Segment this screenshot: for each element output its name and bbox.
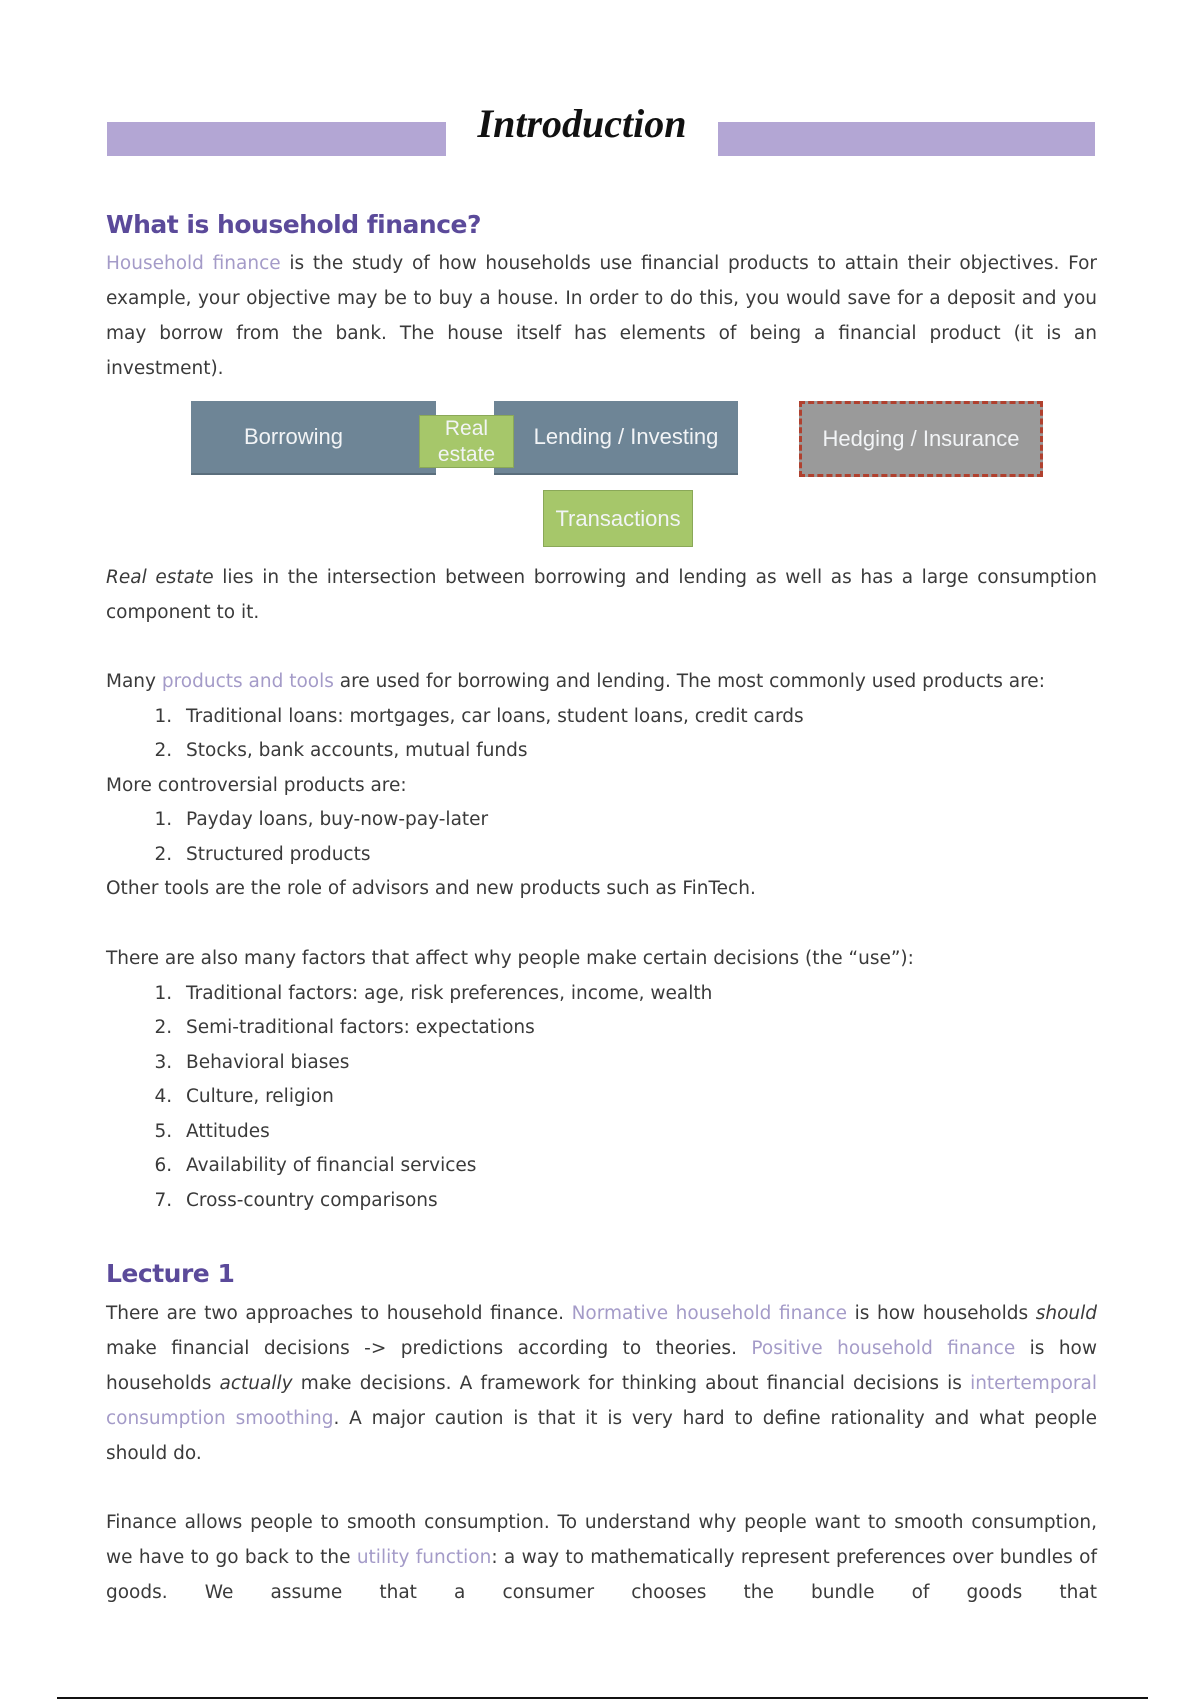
products-lead [106, 665, 1097, 700]
text: should [1035, 1303, 1097, 1324]
link-normative[interactable]: Normative household finance [571, 1303, 847, 1324]
transactions-label: Transactions [555, 505, 681, 531]
link-positive[interactable]: Positive household finance [751, 1338, 1016, 1359]
text: . A major caution is that it is very hard to define rationality and what people should do. [106, 1408, 1097, 1464]
list-item: 3. Behavioral biases [178, 1046, 1097, 1081]
list-item: 1. Traditional factors: age, risk preferences, income, wealth [178, 977, 1097, 1012]
lecture-heading: Lecture 1 [106, 1259, 235, 1288]
diagram-hedging [799, 401, 1043, 477]
text: Many [106, 671, 162, 692]
factors-lead: There are also many factors that affect why people make certain decisions (the “use”): [106, 948, 914, 969]
factors-section [106, 942, 1097, 1218]
link-consumption-smoothing[interactable]: intertemporal consumption smoothing [106, 1373, 1097, 1429]
lecture-paragraph-2 [106, 1505, 1097, 1610]
controversial-products-list [106, 803, 1097, 872]
link-utility-function[interactable]: utility function [356, 1547, 492, 1568]
page-bottom-rule [57, 1697, 1148, 1699]
controversial-label: More controversial products are: [106, 774, 407, 796]
text: is how households [847, 1303, 1036, 1324]
intro-paragraph [106, 246, 1097, 386]
other-tools: Other tools are the role of advisors and new products such as FinTech. [106, 878, 756, 899]
real-estate-text: lies in the intersection between borrowing and lending as well as has a large consumption component to it. [106, 567, 1097, 623]
text: There are two approaches to household finance. [106, 1303, 572, 1324]
list-item: 2. Semi-traditional factors: expectations [178, 1011, 1097, 1046]
common-products-list [106, 700, 1097, 769]
section-heading: What is household finance? [106, 210, 481, 239]
list-item: 2. Stocks, bank accounts, mutual funds [178, 734, 1097, 769]
text: actually [219, 1373, 293, 1394]
text: are used for borrowing and lending. The most commonly used products are: [333, 671, 1045, 692]
intro-text: is the study of how households use financial products to attain their objectives. For example, your objective may be to buy a house. In order to do this, you would save for a deposit and you may borrow from the bank. The house itself has elements of being a financial product (it is an investment). [106, 253, 1097, 379]
link-household-finance[interactable]: Household finance [106, 253, 281, 274]
text: : a way to mathematically represent preferences over bundles of goods. We assume that a consumer chooses the bundle of goods that [106, 1547, 1097, 1603]
list-item: 1. Payday loans, buy-now-pay-later [178, 803, 1097, 838]
lending-label: Lending / Investing [533, 424, 719, 449]
text: make decisions. A framework for thinking about financial decisions is [292, 1373, 971, 1394]
link-products-and-tools[interactable]: products and tools [161, 671, 334, 692]
real-estate-label: Real estate [437, 416, 496, 466]
page-title: Introduction [477, 101, 687, 146]
title-bar-left [107, 122, 446, 156]
diagram-real-estate [419, 415, 514, 468]
list-item: 4. Culture, religion [178, 1080, 1097, 1115]
diagram-lending [494, 401, 738, 475]
list-item: 5. Attitudes [178, 1115, 1097, 1150]
diagram-borrowing [191, 401, 436, 475]
products-section [106, 665, 1097, 907]
real-estate-italic: Real estate [106, 567, 214, 588]
list-item: 7. Cross-country comparisons [178, 1184, 1097, 1219]
list-item: 2. Structured products [178, 838, 1097, 873]
real-estate-paragraph [106, 560, 1097, 630]
list-item: 6. Availability of financial services [178, 1149, 1097, 1184]
hedging-label: Hedging / Insurance [822, 426, 1020, 451]
text: Finance allows people to smooth consumption. To understand why people want to smooth consumption, we have to go back to the [106, 1512, 1097, 1568]
factors-list [106, 977, 1097, 1219]
borrowing-label: Borrowing [243, 424, 344, 449]
list-item: 1. Traditional loans: mortgages, car loans, student loans, credit cards [178, 700, 1097, 735]
diagram-transactions [543, 490, 693, 547]
lecture-paragraph-1 [106, 1296, 1097, 1471]
text: make financial decisions -> predictions according to theories. [106, 1338, 752, 1359]
text: is how households [106, 1338, 1098, 1394]
title-bar-right [718, 122, 1095, 156]
